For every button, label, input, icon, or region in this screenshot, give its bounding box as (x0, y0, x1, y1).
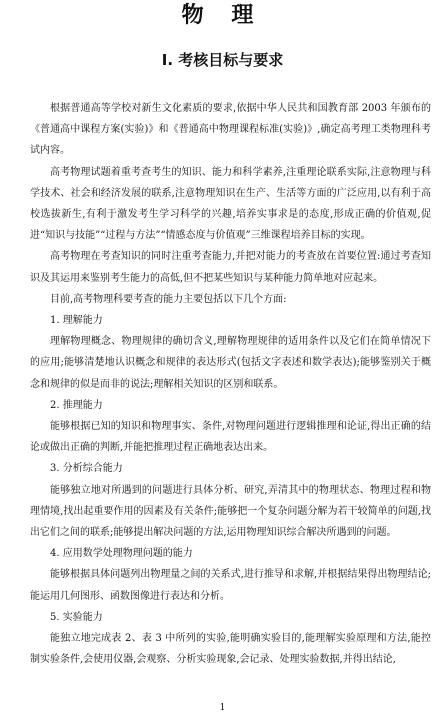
ability-text: 理解物理概念、物理规律的确切含义,理解物理规律的适用条件以及它们在简单情况下的应用;能够清楚地认识概念和规律的表达形式(包括文字表述和数学表达);能够鉴别关于概念和规律的似是而非的说法;理解相关知识的区别和联系。 (30, 336, 431, 390)
ability-text: 能够根据已知的知识和物理事实、条件,对物理问题进行逻辑推理和论证,得出正确的结论或做出正确的判断,并能把推理过程正确地表达出来。 (30, 421, 431, 454)
ability-heading: 3. 分析综合能力 (50, 463, 123, 475)
ability-text: 能够根据具体问题列出物理量之间的关系式,进行推导和求解,并根据结果得出物理结论;能运用几何图形、函数图像进行表达和分析。 (30, 569, 431, 602)
document-title: 物 理 (181, 3, 264, 28)
paragraph: 高考物理试题着重考查考生的知识、能力和科学素养,注重理论联系实际,注意物理与科学技术、社会和经济发展的联系,注意物理知识在生产、生活等方面的广泛应用,以有利于高校选拔新生,有利于激发考生学习科学的兴趣,培养实事求是的态度,形成正确的价值观,促进“知识与技能”“过程与方法”“情感态度与价值观”三维课程培养目标的实现。 (30, 166, 431, 242)
ability-heading: 4. 应用数学处理物理问题的能力 (50, 548, 193, 560)
ability-text: 能独立地完成表 2、表 3 中所列的实验,能明确实验目的,能理解实验原理和方法,能控制实验条件,会使用仪器,会观察、分析实验现象,会记录、处理实验数据,并得出结论, (30, 633, 431, 666)
section-title: Ⅰ. 考核目标与要求 (161, 51, 284, 69)
page-number: 1 (219, 703, 226, 713)
ability-heading: 2. 推理能力 (50, 399, 103, 411)
ability-text: 能够独立地对所遇到的问题进行具体分析、研究,弄清其中的物理状态、物理过程和物理情境,找出起重要作用的因素及有关条件;能够把一个复杂问题分解为若干较简单的问题,找出它们之间的联系;能够提出解决问题的方法,运用物理知识综合解决所遇到的问题。 (30, 484, 431, 539)
paragraph: 目前,高考物理科要考查的能力主要包括以下几个方面: (50, 293, 287, 305)
paragraph: 根据普通高等学校对新生文化素质的要求,依据中华人民共和国教育部 2003 年颁布的《普通高中课程方案(实验)》和《普通高中物理课程标准(实验)》,确定高考理工类物理科考试内容。 (30, 103, 431, 157)
ability-heading: 5. 实验能力 (50, 611, 103, 623)
paragraph: 高考物理在考查知识的同时注重考查能力,并把对能力的考查放在首要位置:通过考查知识及其运用来鉴别考生能力的高低,但不把某些知识与某种能力简单地对应起来。 (30, 251, 431, 284)
ability-heading: 1. 理解能力 (50, 315, 103, 327)
body-text (30, 98, 431, 670)
